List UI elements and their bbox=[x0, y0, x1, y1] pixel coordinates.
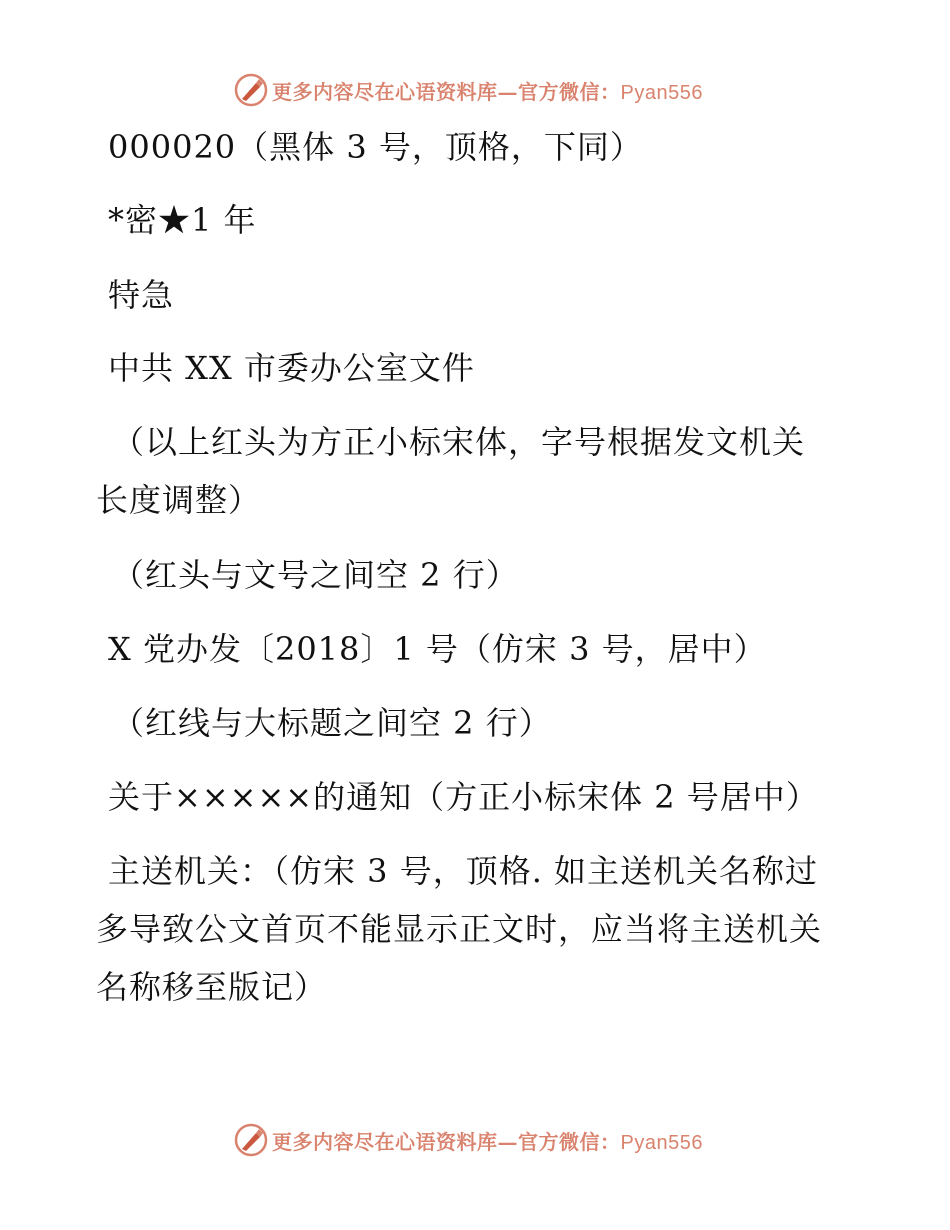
doc-line-secrecy-level: *密★1 年 bbox=[108, 201, 257, 239]
doc-line-recipient-cont: 多导致公文首页不能显示正文时，应当将主送机关 bbox=[96, 910, 823, 948]
pen-logo-icon bbox=[234, 73, 268, 107]
doc-line-title: 关于×××××的通知（方正小标宋体 2 号居中） bbox=[108, 778, 819, 816]
watermark-label: 更多内容尽在心语资料库—官方微信： bbox=[272, 79, 621, 104]
pen-logo-icon bbox=[234, 1123, 268, 1157]
doc-line-recipient: 主送机关：（仿宋 3 号，顶格. 如主送机关名称过 bbox=[108, 852, 819, 890]
watermark-footer bbox=[234, 1122, 703, 1158]
watermark-handle: Pyan556 bbox=[620, 81, 703, 104]
watermark-text bbox=[272, 1126, 703, 1155]
doc-line-redhead-note: （以上红头为方正小标宋体，字号根据发文机关 bbox=[112, 423, 806, 461]
doc-line-redhead-note-cont: 长度调整） bbox=[96, 481, 262, 519]
doc-line-recipient-end: 名称移至版记） bbox=[96, 968, 328, 1006]
watermark-header bbox=[234, 72, 703, 108]
watermark-handle: Pyan556 bbox=[620, 1131, 703, 1154]
doc-line-redline-note: （红线与大标题之间空 2 行） bbox=[112, 704, 552, 742]
doc-line-serial-number: 000020（黑体 3 号，顶格，下同） bbox=[108, 128, 643, 166]
doc-line-issuing-authority: 中共 XX 市委办公室文件 bbox=[108, 349, 475, 387]
watermark-text bbox=[272, 76, 703, 105]
doc-line-urgency: 特急 bbox=[108, 276, 175, 314]
doc-line-document-number: X 党办发〔2018〕1 号（仿宋 3 号，居中） bbox=[108, 630, 767, 668]
doc-line-spacing-note: （红头与文号之间空 2 行） bbox=[112, 556, 519, 594]
watermark-label: 更多内容尽在心语资料库—官方微信： bbox=[272, 1129, 621, 1154]
